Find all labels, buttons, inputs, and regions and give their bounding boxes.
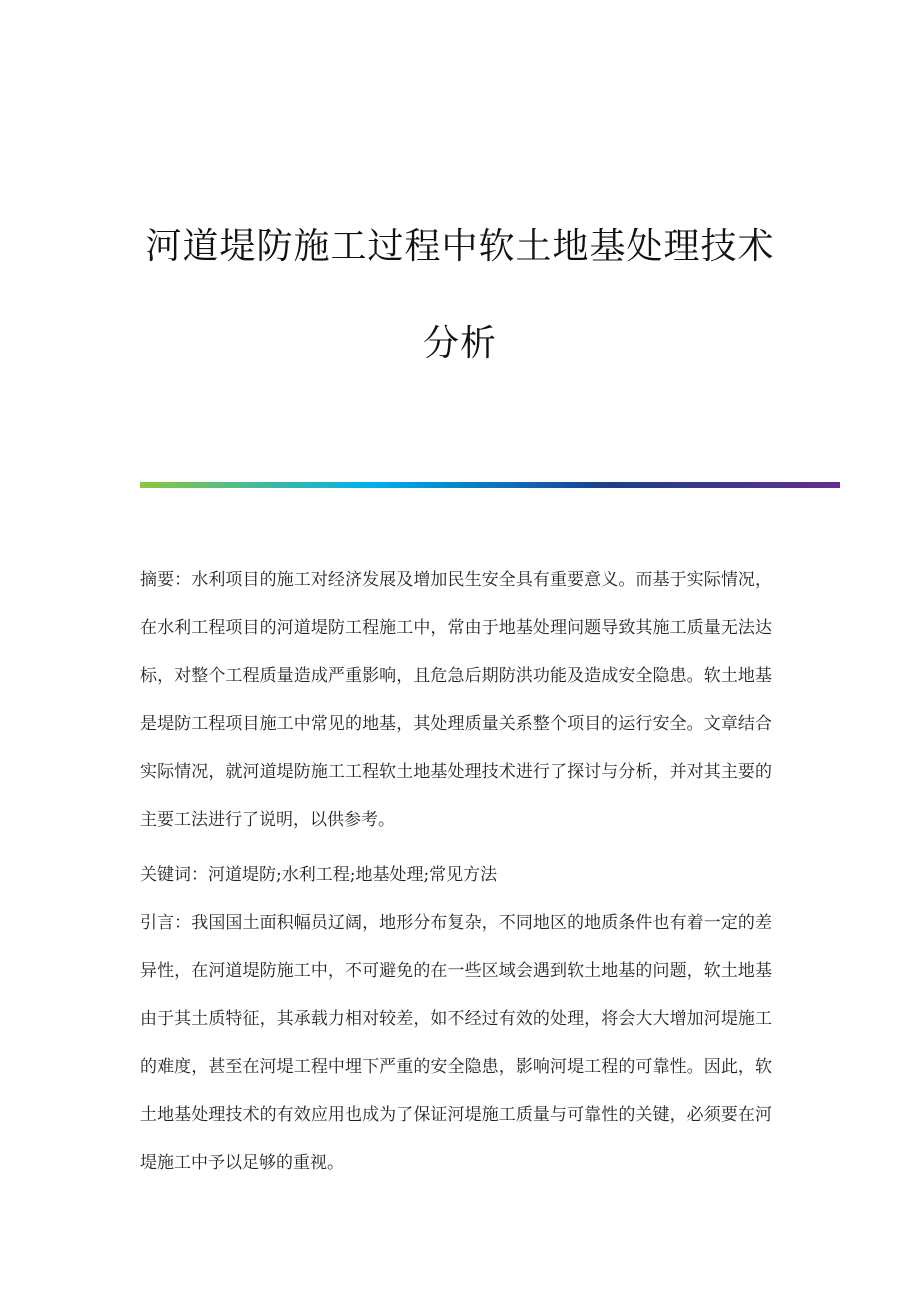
abstract-paragraph: 摘要：水利项目的施工对经济发展及增加民生安全具有重要意义。而基于实际情况，在水利工程项目的河道堤防工程施工中，常由于地基处理问题导致其施工质量无法达标，对整个工程质量造成严重影响，且危急后期防洪功能及造成安全隐患。软土地基是堤防工程项目施工中常见的地基，其处理质量关系整个项目的运行安全。文章结合实际情况，就河道堤防施工工程软土地基处理技术进行了探讨与分析，并对其主要的主要工法进行了说明，以供参考。 — [140, 570, 772, 830]
document-title-line-2: 分析 — [422, 323, 497, 364]
intro-section — [140, 899, 772, 1187]
abstract-section — [140, 556, 772, 844]
keywords-section — [140, 851, 772, 899]
keywords-paragraph: 关键词：河道堤防;水利工程;地基处理;常见方法 — [140, 865, 498, 885]
document-title-line-1: 河道堤防施工过程中软土地基处理技术 — [145, 226, 775, 267]
gradient-divider — [140, 482, 840, 488]
intro-paragraph: 引言：我国国土面积幅员辽阔，地形分布复杂，不同地区的地质条件也有着一定的差异性，在河道堤防施工中，不可避免的在一些区域会遇到软土地基的问题，软土地基由于其土质特征，其承载力相对较差，如不经过有效的处理，将会大大增加河堤施工的难度，甚至在河堤工程中埋下严重的安全隐患，影响河堤工程的可靠性。因此，软土地基处理技术的有效应用也成为了保证河堤施工质量与可靠性的关键，必须要在河堤施工中予以足够的重视。 — [140, 913, 772, 1173]
